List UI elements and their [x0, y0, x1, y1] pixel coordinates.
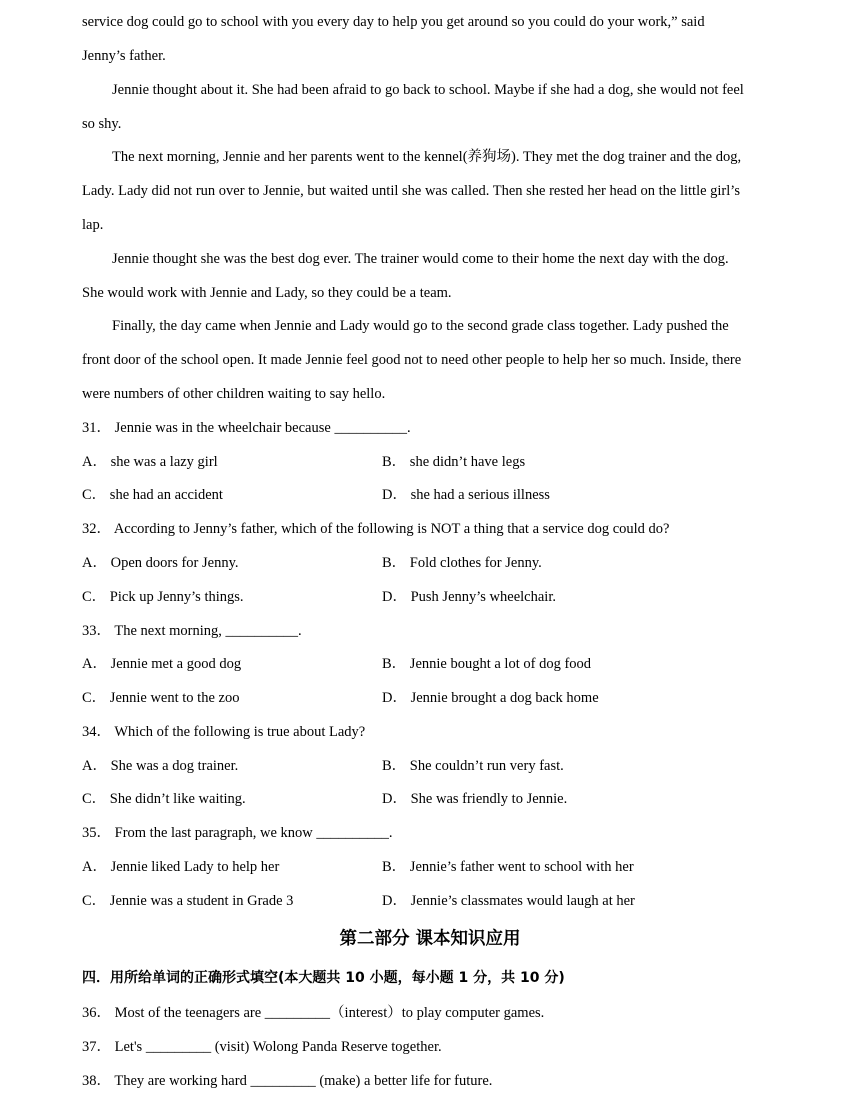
- fill-item: 36． Most of the teenagers are _________（interest）to play computer games.: [82, 1005, 545, 1021]
- passage-line: She would work with Jennie and Lady, so they could be a team.: [82, 285, 452, 301]
- option-d[interactable]: D． Jennie brought a dog back home: [382, 690, 599, 706]
- passage-line: were numbers of other children waiting to say hello.: [82, 386, 386, 402]
- question-stem: 35． From the last paragraph, we know __________.: [82, 825, 393, 841]
- option-c[interactable]: C． Jennie went to the zoo: [82, 690, 240, 706]
- option-c[interactable]: C． She didn’t like waiting.: [82, 791, 246, 807]
- question-stem: 34． Which of the following is true about Lady?: [82, 724, 366, 740]
- option-a[interactable]: A． she was a lazy girl: [82, 454, 218, 470]
- option-a[interactable]: A． Open doors for Jenny.: [82, 555, 239, 571]
- option-a[interactable]: A． Jennie met a good dog: [82, 656, 242, 672]
- option-a[interactable]: A． She was a dog trainer.: [82, 758, 239, 774]
- passage-line: lap.: [82, 217, 104, 233]
- passage-line: Finally, the day came when Jennie and Lady would go to the second grade class together. Lady pushed the: [112, 318, 729, 334]
- option-c[interactable]: C． she had an accident: [82, 487, 223, 503]
- option-b[interactable]: B． she didn’t have legs: [382, 454, 526, 470]
- option-c[interactable]: C． Jennie was a student in Grade 3: [82, 893, 294, 909]
- passage-line: Lady. Lady did not run over to Jennie, but waited until she was called. Then she rested her head on the little girl’s: [82, 183, 740, 199]
- passage-line: so shy.: [82, 116, 122, 132]
- passage-line: front door of the school open. It made Jennie feel good not to need other people to help her so much. Inside, there: [82, 352, 742, 368]
- option-b[interactable]: B． She couldn’t run very fast.: [382, 758, 564, 774]
- option-b[interactable]: B． Jennie’s father went to school with her: [382, 859, 634, 875]
- question-stem: 31． Jennie was in the wheelchair because __________.: [82, 420, 411, 436]
- option-b[interactable]: B． Jennie bought a lot of dog food: [382, 656, 592, 672]
- passage-line: Jennie thought she was the best dog ever. The trainer would come to their home the next day with the dog.: [112, 251, 729, 267]
- option-d[interactable]: D． Jennie’s classmates would laugh at her: [382, 893, 635, 909]
- option-d[interactable]: D． Push Jenny’s wheelchair.: [382, 589, 556, 605]
- question-stem: 32． According to Jenny’s father, which of the following is NOT a thing that a service dog could do?: [82, 521, 670, 537]
- option-d[interactable]: D． she had a serious illness: [382, 487, 550, 503]
- option-d[interactable]: D． She was friendly to Jennie.: [382, 791, 568, 807]
- passage-line: The next morning, Jennie and her parents went to the kennel(养狗场). They met the dog trainer and the dog,: [112, 149, 742, 165]
- section-title: 四．用所给单词的正确形式填空(本大题共 10 小题，每小题 1 分，共 10 分): [82, 970, 565, 986]
- passage-line: Jennie thought about it. She had been afraid to go back to school. Maybe if she had a dog, she would not feel: [112, 82, 744, 98]
- passage-line: service dog could go to school with you every day to help you get around so you could do your work,” said: [82, 14, 705, 30]
- part-title: 第二部分 课本知识应用: [339, 929, 521, 949]
- fill-item: 37． Let's _________ (visit) Wolong Panda Reserve together.: [82, 1039, 442, 1055]
- fill-item: 38． They are working hard _________ (make) a better life for future.: [82, 1073, 493, 1089]
- passage-line: Jenny’s father.: [82, 48, 166, 64]
- option-b[interactable]: B． Fold clothes for Jenny.: [382, 555, 542, 571]
- option-a[interactable]: A． Jennie liked Lady to help her: [82, 859, 280, 875]
- question-stem: 33． The next morning, __________.: [82, 623, 302, 639]
- option-c[interactable]: C． Pick up Jenny’s things.: [82, 589, 244, 605]
